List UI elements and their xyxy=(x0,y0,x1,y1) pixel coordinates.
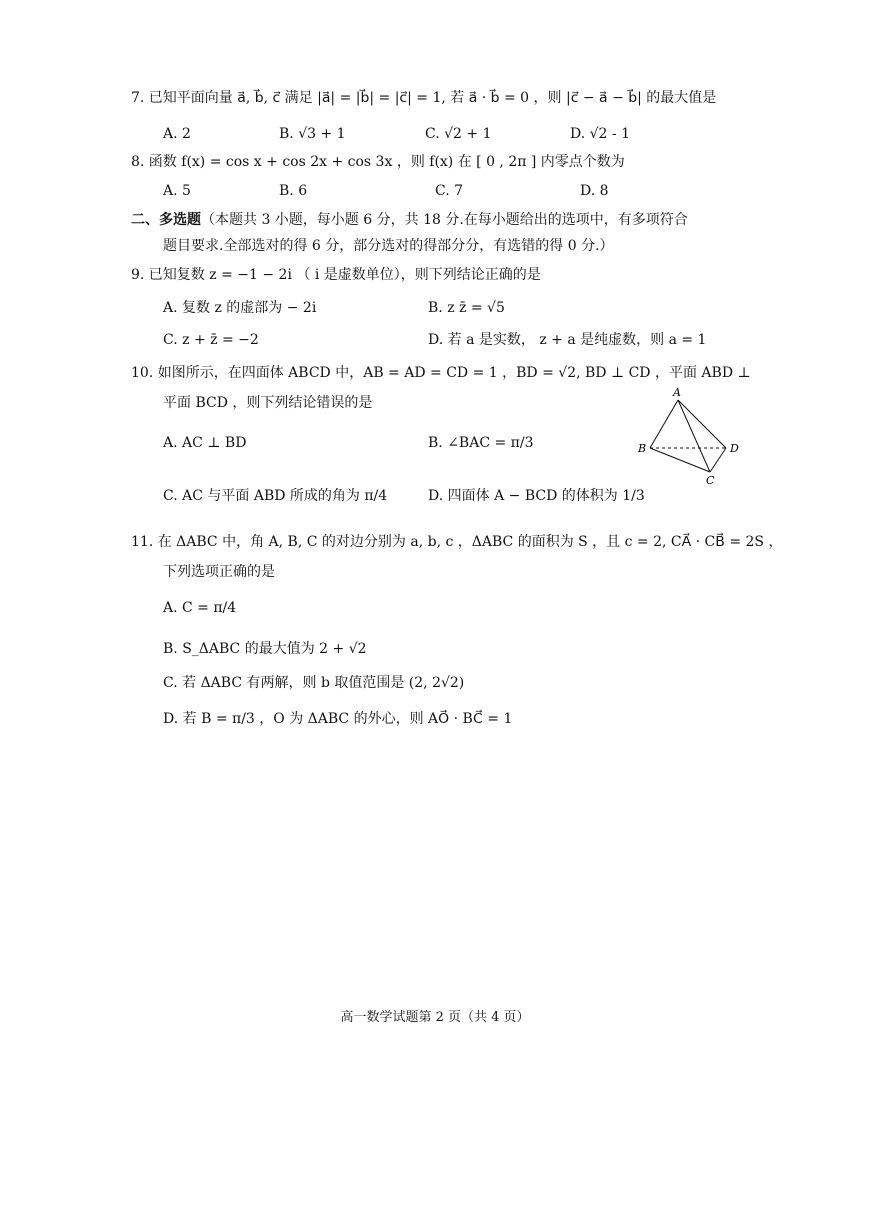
q10-stem-2: 平面 BCD ，则下列结论错误的是 xyxy=(163,395,373,411)
q7-option-a: A. 2 xyxy=(163,126,191,142)
q10-option-a: A. AC ⊥ BD xyxy=(163,435,247,451)
q8-option-d: D. 8 xyxy=(580,183,609,199)
q7-stem: 7. 已知平面向量 a⃗, b⃗, c⃗ 满足 |a⃗| = |b⃗| = |c⃗| = 1, 若 a⃗ · b⃗ = 0 ，则 |c⃗ − a⃗ − b⃗| 的最大值是 xyxy=(131,90,717,106)
q8-stem: 8. 函数 f(x) = cos x + cos 2x + cos 3x ，则 f(x) 在 [ 0 , 2π ] 内零点个数为 xyxy=(131,154,625,170)
q11-option-b: B. S_ΔABC 的最大值为 2 + √2 xyxy=(163,641,367,657)
vertex-label-d: D xyxy=(730,442,739,455)
q8-option-c: C. 7 xyxy=(435,183,464,199)
q10-option-d: D. 四面体 A − BCD 的体积为 1/3 xyxy=(428,488,645,504)
tetrahedron-figure xyxy=(632,386,752,486)
q11-stem: 11. 在 ΔABC 中，角 A, B, C 的对边分别为 a, b, c ，ΔABC 的面积为 S ，且 c = 2, CA⃗ · CB⃗ = 2S ， xyxy=(131,534,783,550)
q11-option-a: A. C = π/4 xyxy=(163,600,237,616)
q10-option-c: C. AC 与平面 ABD 所成的角为 π/4 xyxy=(163,488,388,504)
page-footer: 高一数学试题第 2 页（共 4 页） xyxy=(340,1010,530,1025)
q8-option-b: B. 6 xyxy=(279,183,308,199)
q9-option-d: D. 若 a 是实数， z + a 是纯虚数，则 a = 1 xyxy=(428,332,707,348)
q7-option-d: D. √2 - 1 xyxy=(570,126,630,142)
q11-option-c: C. 若 ΔABC 有两解，则 b 取值范围是 (2, 2√2) xyxy=(163,675,465,691)
q11-option-d: D. 若 B = π/3 ，O 为 ΔABC 的外心，则 AO⃗ · BC⃗ = 1 xyxy=(163,711,513,727)
q11-stem-2: 下列选项正确的是 xyxy=(163,564,275,580)
section-header xyxy=(131,210,688,230)
vertex-label-a: A xyxy=(673,386,681,399)
q9-stem: 9. 已知复数 z = −1 − 2i （ i 是虚数单位），则下列结论正确的是 xyxy=(131,267,541,283)
q7-option-b: B. √3 + 1 xyxy=(279,126,346,142)
q9-option-c: C. z + z̄ = −2 xyxy=(163,332,259,348)
edge-ad xyxy=(678,400,726,448)
edge-cd xyxy=(710,448,726,472)
vertex-label-b: B xyxy=(638,442,647,455)
q9-option-a: A. 复数 z 的虚部为 − 2i xyxy=(163,300,317,316)
q7-option-c: C. √2 + 1 xyxy=(425,126,492,142)
q10-option-b: B. ∠BAC = π/3 xyxy=(428,435,534,451)
edge-ab xyxy=(650,400,678,448)
vertex-label-c: C xyxy=(706,474,715,486)
q10-stem: 10. 如图所示，在四面体 ABCD 中，AB = AD = CD = 1 ，BD = √2, BD ⊥ CD ，平面 ABD ⊥ xyxy=(131,365,751,381)
section-description-2: 题目要求.全部选对的得 6 分，部分选对的得部分分，有选错的得 0 分.） xyxy=(163,238,614,254)
section-description: （本题共 3 小题，每小题 6 分，共 18 分.在每小题给出的选项中，有多项符合 xyxy=(201,212,688,228)
q8-option-a: A. 5 xyxy=(163,183,191,199)
q9-option-b: B. z z̄ = √5 xyxy=(428,300,505,316)
section-heading: 二、多选题 xyxy=(131,212,201,228)
